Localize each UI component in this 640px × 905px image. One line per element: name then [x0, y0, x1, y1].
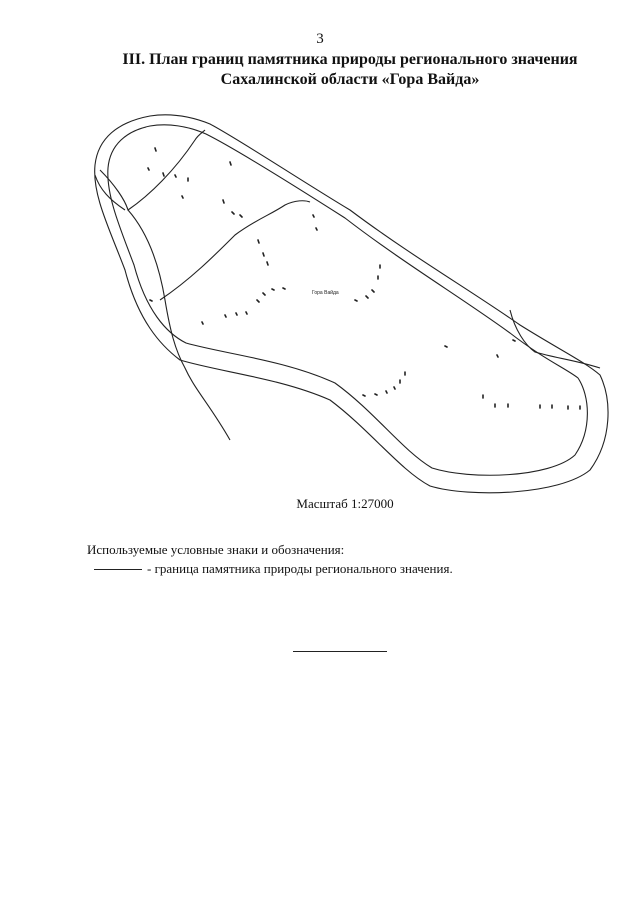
legend-item-text: - граница памятника природы регионального значения. — [147, 561, 453, 576]
end-divider — [293, 651, 387, 652]
outer-boundary-line — [95, 115, 608, 493]
legend-item — [94, 561, 453, 577]
legend-line-symbol — [94, 569, 142, 570]
road-line — [128, 210, 230, 440]
road-line — [510, 310, 600, 368]
page-number: 3 — [316, 31, 324, 47]
inner-boundary-line — [108, 125, 588, 475]
road-line — [100, 130, 205, 210]
peak-label: Гора Вайда — [312, 290, 339, 296]
title-line-2: Сахалинской области «Гора Вайда» — [220, 71, 480, 88]
road-line — [160, 201, 310, 300]
title-line-1: III. План границ памятника природы регионального значения — [122, 51, 578, 68]
scale-label: Масштаб 1:27000 — [296, 496, 394, 511]
legend-heading: Используемые условные знаки и обозначения: — [87, 542, 345, 557]
